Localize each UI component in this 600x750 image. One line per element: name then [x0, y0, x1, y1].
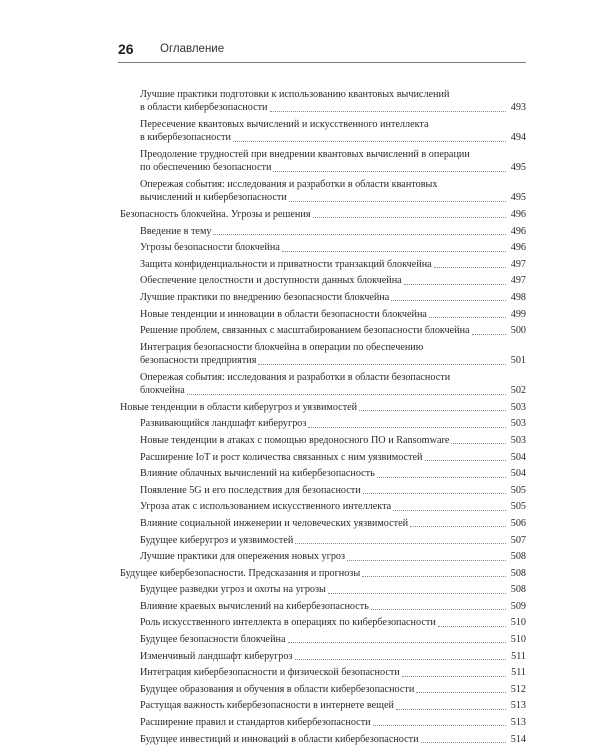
dot-leader	[402, 676, 506, 677]
dot-leader	[377, 477, 506, 478]
dot-leader	[393, 510, 506, 511]
toc-entry-title	[140, 291, 526, 304]
dot-leader	[404, 284, 506, 285]
toc-section-entry	[120, 484, 526, 497]
toc-chapter-entry	[120, 208, 526, 221]
toc-page-number: 498	[510, 291, 526, 303]
toc-entry-line: Пересечение квантовых вычислений и искусственного интеллекта	[140, 119, 429, 130]
toc-section-entry	[120, 225, 526, 238]
dot-leader	[362, 576, 506, 577]
toc-page-number: 507	[510, 534, 526, 546]
toc-section-entry	[120, 258, 526, 271]
dot-leader	[295, 543, 505, 544]
dot-leader	[429, 317, 506, 318]
toc-page-number: 512	[510, 683, 526, 695]
toc-page-number: 508	[510, 551, 526, 563]
toc-section-entry	[120, 308, 526, 321]
dot-leader	[438, 626, 506, 627]
toc-entry-line: Влияние социальной инженерии и человеческих уязвимостей	[140, 517, 409, 529]
toc-entry-title	[140, 274, 526, 287]
toc-entry-title	[140, 666, 526, 679]
dot-leader	[416, 692, 505, 693]
toc-page-number: 505	[510, 501, 526, 513]
toc-section-entry	[120, 148, 526, 175]
toc-entry-line: Изменчивый ландшафт киберугроз	[140, 650, 293, 662]
toc-entry-title	[140, 733, 526, 746]
toc-entry-line: Новые тенденции и инновации в области безопасности блокчейна	[140, 308, 427, 320]
toc-page-number: 502	[510, 385, 526, 397]
toc-section-entry	[120, 666, 526, 679]
toc-entry-line: Новые тенденции в атаках с помощью вредоносного ПО и Ransomware	[140, 434, 450, 446]
toc-entry-line: Опережая события: исследования и разработки в области безопасности	[140, 371, 451, 383]
toc-page-number: 505	[510, 484, 526, 496]
toc-page-number: 508	[510, 567, 526, 579]
toc-section-entry	[120, 241, 526, 254]
toc-entry-title	[140, 451, 526, 464]
toc-entry-line: в кибербезопасности	[140, 132, 231, 144]
toc-entry-title	[140, 308, 526, 321]
dot-leader	[347, 560, 506, 561]
toc-entry-title	[140, 699, 526, 712]
toc-entry-line: Преодоление трудностей при внедрении квантовых вычислений в операции	[140, 149, 470, 160]
page-number: 26	[118, 41, 134, 57]
toc-section-entry	[120, 534, 526, 547]
toc-entry-title	[140, 258, 526, 271]
dot-leader	[421, 742, 506, 743]
toc-entry-title	[120, 208, 526, 221]
toc-entry-line: Новые тенденции в области киберугроз и уязвимостей	[120, 401, 358, 413]
toc-section-entry	[120, 633, 526, 646]
dot-leader	[313, 217, 506, 218]
toc-section-entry	[120, 650, 526, 663]
toc-entry-line: Решение проблем, связанных с масштабированием безопасности блокчейна	[140, 325, 470, 337]
dot-leader	[363, 493, 506, 494]
toc-entry-line: в области кибербезопасности	[140, 102, 268, 114]
toc-entry-title	[140, 633, 526, 646]
toc-section-entry	[120, 716, 526, 729]
toc-page-number: 513	[510, 717, 526, 729]
toc-section-entry	[120, 683, 526, 696]
toc-entry-title	[140, 716, 526, 729]
toc-page-number: 510	[510, 617, 526, 629]
toc-entry-title	[140, 683, 526, 696]
toc-entry-line: по обеспечению безопасности	[140, 162, 272, 174]
toc-section-entry	[120, 417, 526, 430]
toc-entry-line: Будущее разведки угроз и охоты на угрозы	[140, 584, 326, 596]
toc-entry-title	[140, 500, 526, 513]
dot-leader	[295, 659, 507, 660]
toc-entry-title	[120, 567, 526, 580]
dot-leader	[451, 443, 505, 444]
dot-leader	[233, 141, 506, 142]
toc-page-number: 514	[510, 733, 526, 745]
toc-entry-title	[140, 417, 526, 430]
toc-page-number: 511	[511, 650, 526, 662]
toc-chapter-entry	[120, 401, 526, 414]
toc-entry-line: Растущая важность кибербезопасности в интернете вещей	[140, 700, 394, 712]
toc-entry-line: Влияние краевых вычислений на кибербезопасность	[140, 600, 369, 612]
toc-entry-line: Расширение IoT и рост количества связанных с ним уязвимостей	[140, 451, 423, 463]
toc-page-number: 511	[511, 667, 526, 679]
page-header	[118, 40, 526, 63]
toc-page-number: 503	[510, 418, 526, 430]
toc-page-number: 504	[510, 468, 526, 480]
dot-leader	[273, 171, 505, 172]
toc-entry-line: Интеграция кибербезопасности и физической безопасности	[140, 667, 400, 679]
toc-entry-title	[140, 650, 526, 663]
toc-page-number: 493	[510, 102, 526, 114]
toc-entry-line: блокчейна	[140, 385, 185, 397]
toc-page-number: 508	[510, 584, 526, 596]
toc-entry-line: вычислений и кибербезопасности	[140, 192, 287, 204]
toc-page-number: 496	[510, 225, 526, 237]
dot-leader	[289, 201, 506, 202]
toc-page-number: 513	[510, 700, 526, 712]
toc-page-number: 497	[510, 258, 526, 270]
toc-page-number: 506	[510, 517, 526, 529]
toc-entry-line: Защита конфиденциальности и приватности транзакций блокчейна	[140, 258, 432, 270]
toc-entry-title	[140, 534, 526, 547]
toc-entry-title	[140, 550, 526, 563]
dot-leader	[282, 251, 506, 252]
toc-entry-line: Будущее кибербезопасности. Предсказания и прогнозы	[120, 567, 361, 579]
toc-page-number: 501	[510, 355, 526, 367]
toc-entry-title	[140, 616, 526, 629]
toc-section-entry	[120, 517, 526, 530]
toc-entry-title	[140, 600, 526, 613]
toc-page-number: 496	[510, 209, 526, 220]
dot-leader	[288, 642, 506, 643]
toc-entry-line: Угрозы безопасности блокчейна	[140, 242, 280, 254]
toc-entry-line: Будущее инвестиций и инноваций в области кибербезопасности	[140, 733, 419, 745]
dot-leader	[270, 111, 506, 112]
toc-section-entry	[120, 434, 526, 447]
dot-leader	[258, 364, 505, 365]
toc-page-number: 497	[510, 275, 526, 287]
toc-entry-line: Лучшие практики для опережения новых угроз	[140, 551, 346, 563]
toc-page-number: 509	[510, 600, 526, 612]
dot-leader	[328, 593, 506, 594]
dot-leader	[187, 394, 506, 395]
toc-entry-title	[140, 517, 526, 530]
toc-entry-line: Интеграция безопасности блокчейна в операции по обеспечению	[140, 341, 424, 353]
toc-section-entry	[120, 699, 526, 712]
toc-page-number: 504	[510, 451, 526, 463]
toc-section-entry	[120, 118, 526, 145]
toc-page-number: 499	[510, 308, 526, 320]
toc-section-entry	[120, 451, 526, 464]
table-of-contents	[120, 88, 526, 749]
toc-section-entry	[120, 274, 526, 287]
toc-entry-line: Опережая события: исследования и разработки в области квантовых	[140, 179, 438, 190]
toc-page-number: 494	[510, 132, 526, 144]
toc-section-entry	[120, 88, 526, 115]
toc-entry-line: Обеспечение целостности и доступности данных блокчейна	[140, 275, 402, 287]
toc-section-entry	[120, 550, 526, 563]
dot-leader	[391, 300, 505, 301]
toc-entry-title	[140, 583, 526, 596]
toc-section-entry	[120, 467, 526, 480]
toc-section-entry	[120, 733, 526, 746]
dot-leader	[213, 234, 505, 235]
toc-entry-title	[140, 484, 526, 497]
dot-leader	[434, 267, 506, 268]
dot-leader	[308, 427, 505, 428]
toc-entry-line: Угроза атак с использованием искусственного интеллекта	[140, 501, 392, 513]
toc-entry-line: Введение в тему	[140, 225, 212, 237]
toc-section-entry	[120, 583, 526, 596]
toc-section-entry	[120, 600, 526, 613]
toc-section-entry	[120, 500, 526, 513]
dot-leader	[371, 609, 506, 610]
toc-page-number: 503	[510, 401, 526, 413]
toc-section-entry	[120, 371, 526, 398]
toc-page-number: 510	[510, 634, 526, 646]
dot-leader	[359, 410, 506, 411]
toc-page-number: 503	[510, 434, 526, 446]
toc-entry-line: Появление 5G и его последствия для безопасности	[140, 484, 361, 496]
dot-leader	[425, 460, 506, 461]
dot-leader	[472, 334, 506, 335]
toc-section-entry	[120, 291, 526, 304]
toc-entry-line: Влияние облачных вычислений на кибербезопасность	[140, 468, 375, 480]
toc-entry-line: Будущее киберугроз и уязвимостей	[140, 534, 294, 546]
toc-section-entry	[120, 616, 526, 629]
toc-entry-title	[140, 241, 526, 254]
dot-leader	[410, 526, 506, 527]
toc-entry-line: Будущее образования и обучения в области кибербезопасности	[140, 683, 415, 695]
toc-entry-line: Лучшие практики подготовки к использованию квантовых вычислений	[140, 89, 450, 100]
toc-page-number: 500	[510, 325, 526, 337]
toc-entry-line: Безопасность блокчейна. Угрозы и решения	[120, 209, 311, 220]
toc-entry-line: Лучшие практики по внедрению безопасности блокчейна	[140, 291, 390, 303]
toc-section-entry	[120, 341, 526, 368]
toc-page-number: 495	[510, 162, 526, 174]
toc-page-number: 495	[510, 192, 526, 204]
toc-entry-title	[140, 324, 526, 337]
toc-entry-line: Будущее безопасности блокчейна	[140, 634, 286, 646]
toc-entry-title	[120, 401, 526, 414]
running-head-title: Оглавление	[160, 43, 225, 55]
toc-entry-line: Роль искусственного интеллекта в операциях по кибербезопасности	[140, 617, 436, 629]
toc-entry-line: Развивающийся ландшафт киберугроз	[140, 418, 307, 430]
dot-leader	[373, 725, 506, 726]
toc-chapter-entry	[120, 567, 526, 580]
toc-entry-line: безопасности предприятия	[140, 355, 257, 367]
toc-entry-title	[140, 467, 526, 480]
toc-section-entry	[120, 324, 526, 337]
toc-entry-title	[140, 434, 526, 447]
toc-entry-line: Расширение правил и стандартов кибербезопасности	[140, 717, 371, 729]
toc-page-number: 496	[510, 242, 526, 254]
toc-section-entry	[120, 178, 526, 205]
dot-leader	[396, 709, 506, 710]
toc-entry-title	[140, 225, 526, 238]
